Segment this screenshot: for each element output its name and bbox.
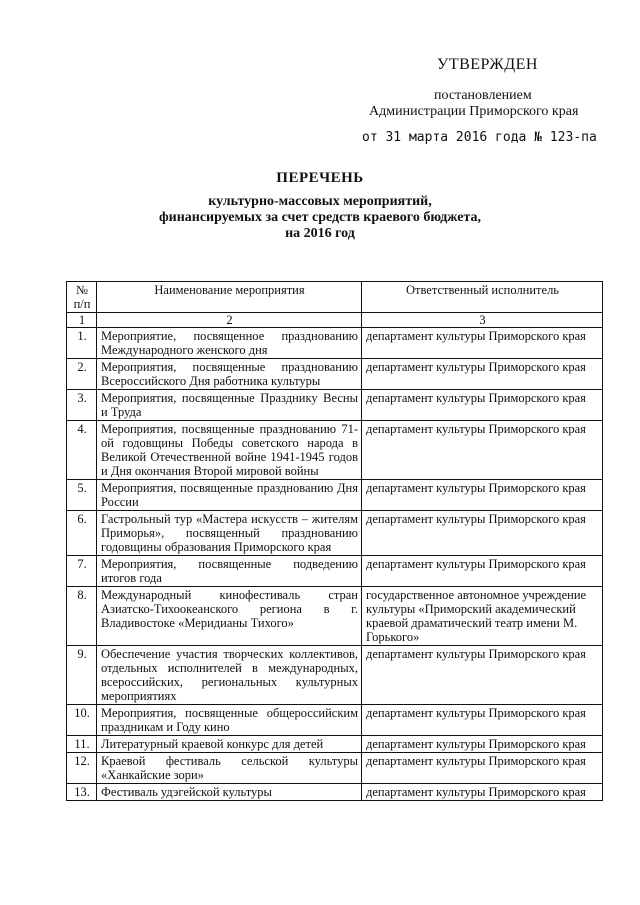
approved-title: УТВЕРЖДЕН (437, 56, 538, 73)
table-row (67, 480, 603, 511)
approved-by-line: постановлением (434, 88, 532, 103)
row-name: Мероприятие, посвященное празднованию Международного женского дня (97, 328, 362, 359)
column-index-cell: 3 (362, 313, 603, 328)
row-num: 6. (67, 511, 97, 556)
row-num: 3. (67, 390, 97, 421)
table-row (67, 421, 603, 480)
column-index-cell: 2 (97, 313, 362, 328)
row-num: 7. (67, 556, 97, 587)
table-header-row (67, 282, 603, 313)
table-row (67, 359, 603, 390)
approved-date-line: от 31 марта 2016 года № 123-па (362, 130, 597, 145)
row-executor: департамент культуры Приморского края (362, 753, 603, 784)
row-name: Мероприятия, посвященные празднованию Всероссийского Дня работника культуры (97, 359, 362, 390)
document-subtitle (0, 194, 640, 242)
row-num: 13. (67, 784, 97, 801)
row-name: Мероприятия, посвященные подведению итогов года (97, 556, 362, 587)
row-name: Мероприятия, посвященные Празднику Весны и Труда (97, 390, 362, 421)
row-executor: департамент культуры Приморского края (362, 359, 603, 390)
document-subtitle-line-3: на 2016 год (285, 226, 355, 241)
table-row (67, 587, 603, 646)
table-row (67, 784, 603, 801)
header-num: № п/п (67, 282, 97, 313)
row-name: Краевой фестиваль сельской культуры «Ханкайские зори» (97, 753, 362, 784)
table-row (67, 753, 603, 784)
row-num: 10. (67, 705, 97, 736)
row-executor: департамент культуры Приморского края (362, 705, 603, 736)
row-num: 12. (67, 753, 97, 784)
row-executor: департамент культуры Приморского края (362, 736, 603, 753)
row-executor: департамент культуры Приморского края (362, 480, 603, 511)
row-executor: государственное автономное учреждение культуры «Приморский академический краевой драматический театр имени М. Горького» (362, 587, 603, 646)
table-row (67, 390, 603, 421)
row-name: Литературный краевой конкурс для детей (97, 736, 362, 753)
table-row (67, 328, 603, 359)
row-num: 11. (67, 736, 97, 753)
row-executor: департамент культуры Приморского края (362, 511, 603, 556)
row-executor: департамент культуры Приморского края (362, 556, 603, 587)
row-num: 9. (67, 646, 97, 705)
table-row (67, 646, 603, 705)
row-name: Фестиваль удэгейской культуры (97, 784, 362, 801)
row-executor: департамент культуры Приморского края (362, 328, 603, 359)
document-subtitle-line-2: финансируемых за счет средств краевого бюджета, (158, 210, 482, 225)
row-num: 5. (67, 480, 97, 511)
approved-authority-line: Администрации Приморского края (369, 104, 579, 119)
header-name: Наименование мероприятия (97, 282, 362, 313)
table-row (67, 511, 603, 556)
row-name: Мероприятия, посвященные празднованию Дня России (97, 480, 362, 511)
table-row (67, 556, 603, 587)
document-subtitle-line-1: культурно-массовых мероприятий, (208, 194, 432, 209)
events-table (66, 281, 603, 801)
column-index-cell: 1 (67, 313, 97, 328)
row-executor: департамент культуры Приморского края (362, 784, 603, 801)
row-num: 1. (67, 328, 97, 359)
row-num: 4. (67, 421, 97, 480)
table-row (67, 736, 603, 753)
row-name: Мероприятия, посвященные празднованию 71-ой годовщины Победы советского народа в Великой Отечественной войне 1941-1945 годов и Дня окончания Второй мировой войны (97, 421, 362, 480)
table-body (67, 328, 603, 801)
row-num: 8. (67, 587, 97, 646)
row-name: Мероприятия, посвященные общероссийским праздникам и Году кино (97, 705, 362, 736)
row-name: Международный кинофестиваль стран Азиатско-Тихоокеанского региона в г. Владивостоке «Меридианы Тихого» (97, 587, 362, 646)
header-executor: Ответственный исполнитель (362, 282, 603, 313)
row-executor: департамент культуры Приморского края (362, 646, 603, 705)
column-index-row (67, 313, 603, 328)
row-executor: департамент культуры Приморского края (362, 421, 603, 480)
row-executor: департамент культуры Приморского края (362, 390, 603, 421)
document-title: ПЕРЕЧЕНЬ (276, 170, 364, 186)
row-name: Обеспечение участия творческих коллективов, отдельных исполнителей в международных, всероссийских, региональных культурных мероприятиях (97, 646, 362, 705)
table-row (67, 705, 603, 736)
row-num: 2. (67, 359, 97, 390)
row-name: Гастрольный тур «Мастера искусств – жителям Приморья», посвященный празднованию годовщины образования Приморского края (97, 511, 362, 556)
